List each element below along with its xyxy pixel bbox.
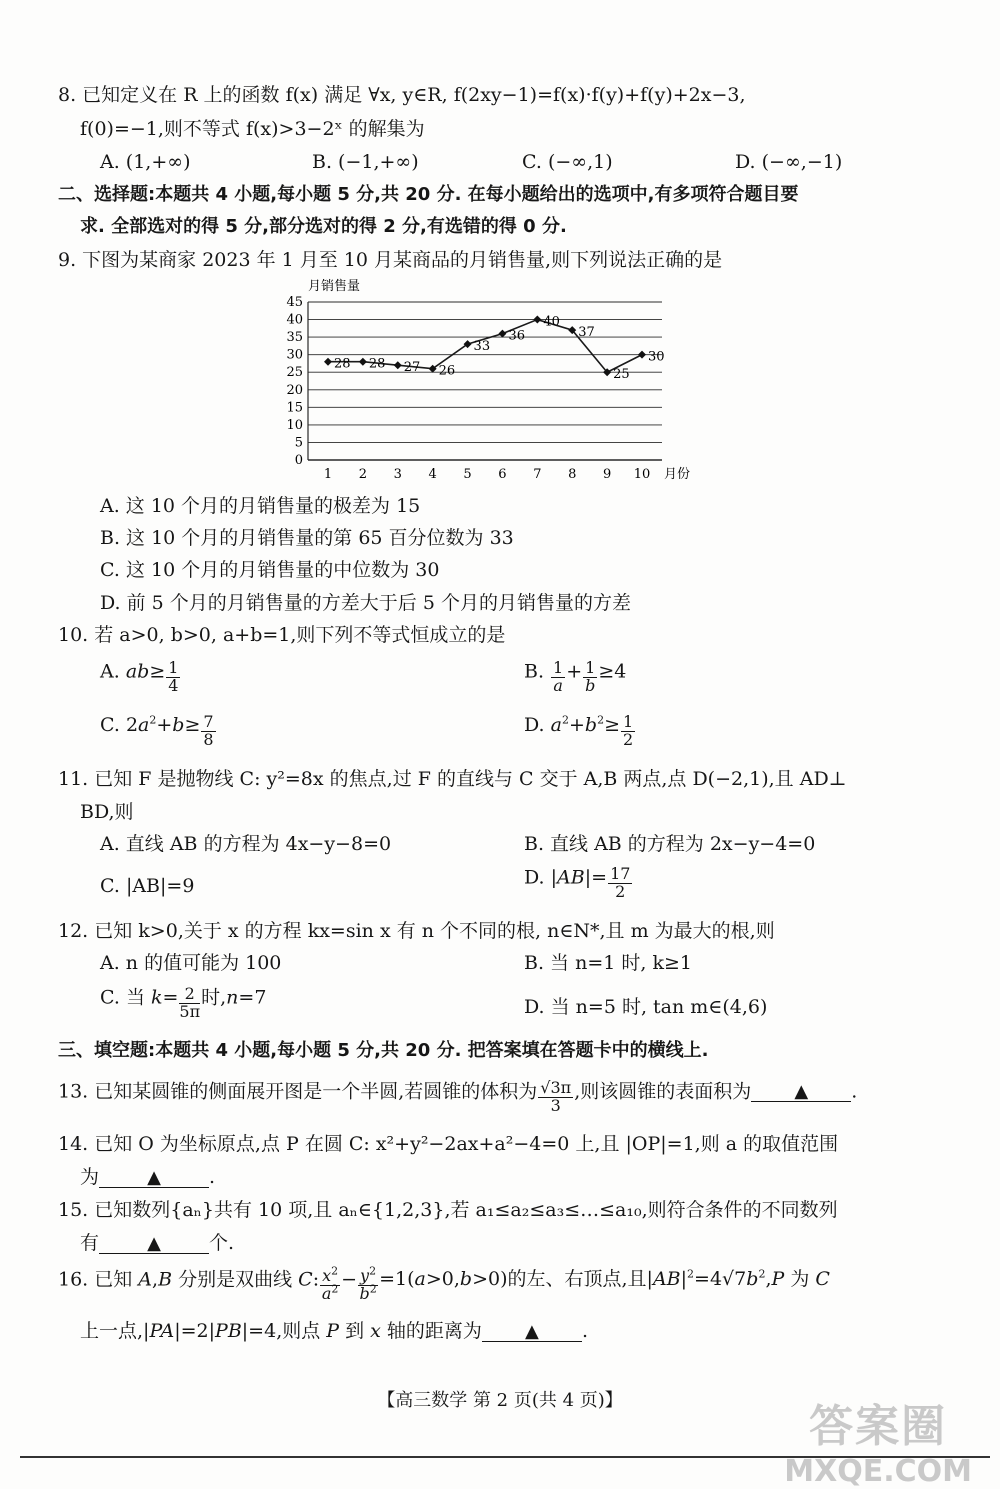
- watermark-logo: 答案圈 MXQE.COM: [784, 1401, 972, 1489]
- x-tick-label: 5: [463, 467, 472, 482]
- section2-heading-line1: 二、选择题:本题共 4 小题,每小题 5 分,共 20 分. 在每小题给出的选项中,有多项符合题目要: [58, 184, 799, 205]
- x-tick-label: 4: [428, 467, 437, 482]
- data-point-marker: [359, 358, 367, 366]
- q11-option-d: D. |AB|= $\frac{17}{2}$: [524, 864, 631, 901]
- data-label: 25: [613, 367, 630, 383]
- x-tick-label: 3: [393, 467, 402, 482]
- q11-option-a: A. 直线 AB 的方程为 4x−y−8=0: [100, 833, 392, 855]
- q8-option-c: C. (−∞,1): [522, 151, 613, 173]
- q8-option-a: A. (1,+∞): [100, 151, 191, 173]
- q15-answer-blank[interactable]: ▲: [99, 1235, 209, 1254]
- x-tick-label: 8: [568, 467, 577, 482]
- q13: 13. 已知某圆锥的侧面展开图是一个半圆,若圆锥的体积为 $\frac{√3\pi}{3}$ ,则该圆锥的表面积为 ▲ .: [58, 1078, 858, 1115]
- q16-line2: 上一点,|PA|=2|PB|=4,则点 P 到 x 轴的距离为 ▲ .: [80, 1320, 588, 1342]
- q10-option-a: A. ab≥ $\frac{1}{4}$: [100, 658, 179, 695]
- data-label: 26: [438, 363, 456, 379]
- y-tick-label: 40: [286, 312, 303, 328]
- data-point-marker: [638, 351, 646, 359]
- q11-line1: 11. 已知 F 是抛物线 C: y²=8x 的焦点,过 F 的直线与 C 交于 A,B 两点,点 D(−2,1),且 AD⊥: [58, 768, 847, 790]
- x-tick-label: 2: [358, 467, 368, 482]
- q14-line1: 14. 已知 O 为坐标原点,点 P 在圆 C: x²+y²−2ax+a²−4=0 上,且 |OP|=1,则 a 的取值范围: [58, 1133, 839, 1155]
- section2-heading-line2: 求. 全部选对的得 5 分,部分选对的得 2 分,有选错的得 0 分.: [80, 216, 567, 237]
- q10-option-c: C. $2a^2+b\ge$ $\frac{7}{8}$: [100, 712, 214, 749]
- q12-option-d: D. 当 n=5 时, tan m∈(4,6): [524, 996, 768, 1018]
- y-tick-label: 35: [286, 330, 303, 346]
- q9-option-a: A. 这 10 个月的月销售量的极差为 15: [100, 495, 421, 517]
- q16-line1: 16. 已知 A,B 分别是双曲线 C: $\frac{x^2}{a^2}$ − $\frac{y^2}{b^2}$ =1(a>0,b>0)的左、右顶点,且$|AB|^2=4√7b^2,P$ 为 C: [58, 1264, 830, 1303]
- chart-y-ticks: [286, 295, 303, 468]
- bottom-rule: [20, 1456, 990, 1458]
- sales-line-chart: [270, 276, 710, 486]
- y-tick-label: 10: [286, 417, 303, 433]
- q12-option-b: B. 当 n=1 时, k≥1: [524, 952, 692, 974]
- q12-stem: 12. 已知 k>0,关于 x 的方程 kx=sin x 有 n 个不同的根, n∈N*,且 m 为最大的根,则: [58, 920, 775, 942]
- q11-option-b: B. 直线 AB 的方程为 2x−y−4=0: [524, 833, 816, 855]
- data-label: 37: [578, 325, 595, 341]
- data-point-marker: [533, 316, 541, 324]
- data-label: 30: [648, 349, 665, 365]
- y-tick-label: 20: [286, 382, 303, 398]
- q11-line2: BD,则: [80, 801, 134, 823]
- q10-option-d: D. $a^2+b^2\ge$ $\frac{1}{2}$: [524, 712, 634, 749]
- data-label: 27: [403, 360, 421, 376]
- chart-x-ticks: [324, 467, 650, 482]
- q12-option-c: C. 当 k= $\frac{2}{5\pi}$ 时,n=7: [100, 984, 267, 1021]
- x-tick-label: 6: [498, 467, 507, 482]
- q9-option-d: D. 前 5 个月的月销售量的方差大于后 5 个月的月销售量的方差: [100, 592, 631, 614]
- q14-line2: 为 ▲ .: [80, 1166, 216, 1188]
- q10-option-b: B. $\frac{1}{a}$ + $\frac{1}{b}$ ≥4: [524, 658, 627, 695]
- q14-answer-blank[interactable]: ▲: [99, 1169, 209, 1188]
- chart-title: 月销售量: [308, 279, 361, 294]
- q9-stem: 9. 下图为某商家 2023 年 1 月至 10 月某商品的月销售量,则下列说法正确的是: [58, 249, 723, 271]
- q8-option-d: D. (−∞,−1): [735, 151, 843, 173]
- data-label: 28: [368, 356, 386, 372]
- x-tick-label: 10: [633, 467, 651, 482]
- y-tick-label: 0: [294, 453, 303, 468]
- q8-line1: 8. 已知定义在 R 上的函数 f(x) 满足 ∀x, y∈R, f(2xy−1)=f(x)·f(y)+f(y)+2x−3,: [58, 84, 746, 106]
- y-tick-label: 25: [286, 365, 303, 381]
- x-tick-label: 9: [602, 467, 612, 482]
- q13-answer-blank[interactable]: ▲: [751, 1083, 851, 1102]
- chart-gridlines: [308, 302, 662, 460]
- section3-heading: 三、填空题:本题共 4 小题,每小题 5 分,共 20 分. 把答案填在答题卡中的横线上.: [58, 1040, 709, 1061]
- x-tick-label: 1: [323, 467, 333, 482]
- page-footer: 【高三数学 第 2 页(共 4 页)】: [377, 1390, 623, 1411]
- y-tick-label: 30: [286, 347, 303, 363]
- q9-option-c: C. 这 10 个月的月销售量的中位数为 30: [100, 559, 440, 581]
- data-label: 36: [508, 328, 525, 344]
- q15-line1: 15. 已知数列{aₙ}共有 10 项,且 aₙ∈{1,2,3},若 a₁≤a₂≤a₃≤…≤a₁₀,则符合条件的不同数列: [58, 1199, 838, 1221]
- q12-option-a: A. n 的值可能为 100: [100, 952, 282, 974]
- data-label: 28: [334, 356, 351, 372]
- x-tick-label: 7: [533, 467, 542, 482]
- y-tick-label: 5: [294, 435, 303, 451]
- y-tick-label: 45: [286, 295, 303, 310]
- chart-xlabel: 月份: [664, 467, 691, 482]
- data-label: 40: [543, 314, 560, 330]
- q15-line2: 有 ▲ 个.: [80, 1232, 235, 1254]
- q16-answer-blank[interactable]: ▲: [482, 1323, 582, 1342]
- data-point-marker: [394, 361, 402, 369]
- data-point-marker: [498, 330, 506, 338]
- y-tick-label: 15: [286, 400, 303, 416]
- q9-option-b: B. 这 10 个月的月销售量的第 65 百分位数为 33: [100, 527, 514, 549]
- q10-stem: 10. 若 a>0, b>0, a+b=1,则下列不等式恒成立的是: [58, 624, 506, 646]
- data-label: 33: [473, 339, 491, 355]
- q8-line2: f(0)=−1,则不等式 f(x)>3−2ˣ 的解集为: [80, 118, 425, 140]
- data-point-marker: [324, 358, 332, 366]
- q11-option-c: C. |AB|=9: [100, 875, 195, 897]
- q8-option-b: B. (−1,+∞): [312, 151, 419, 173]
